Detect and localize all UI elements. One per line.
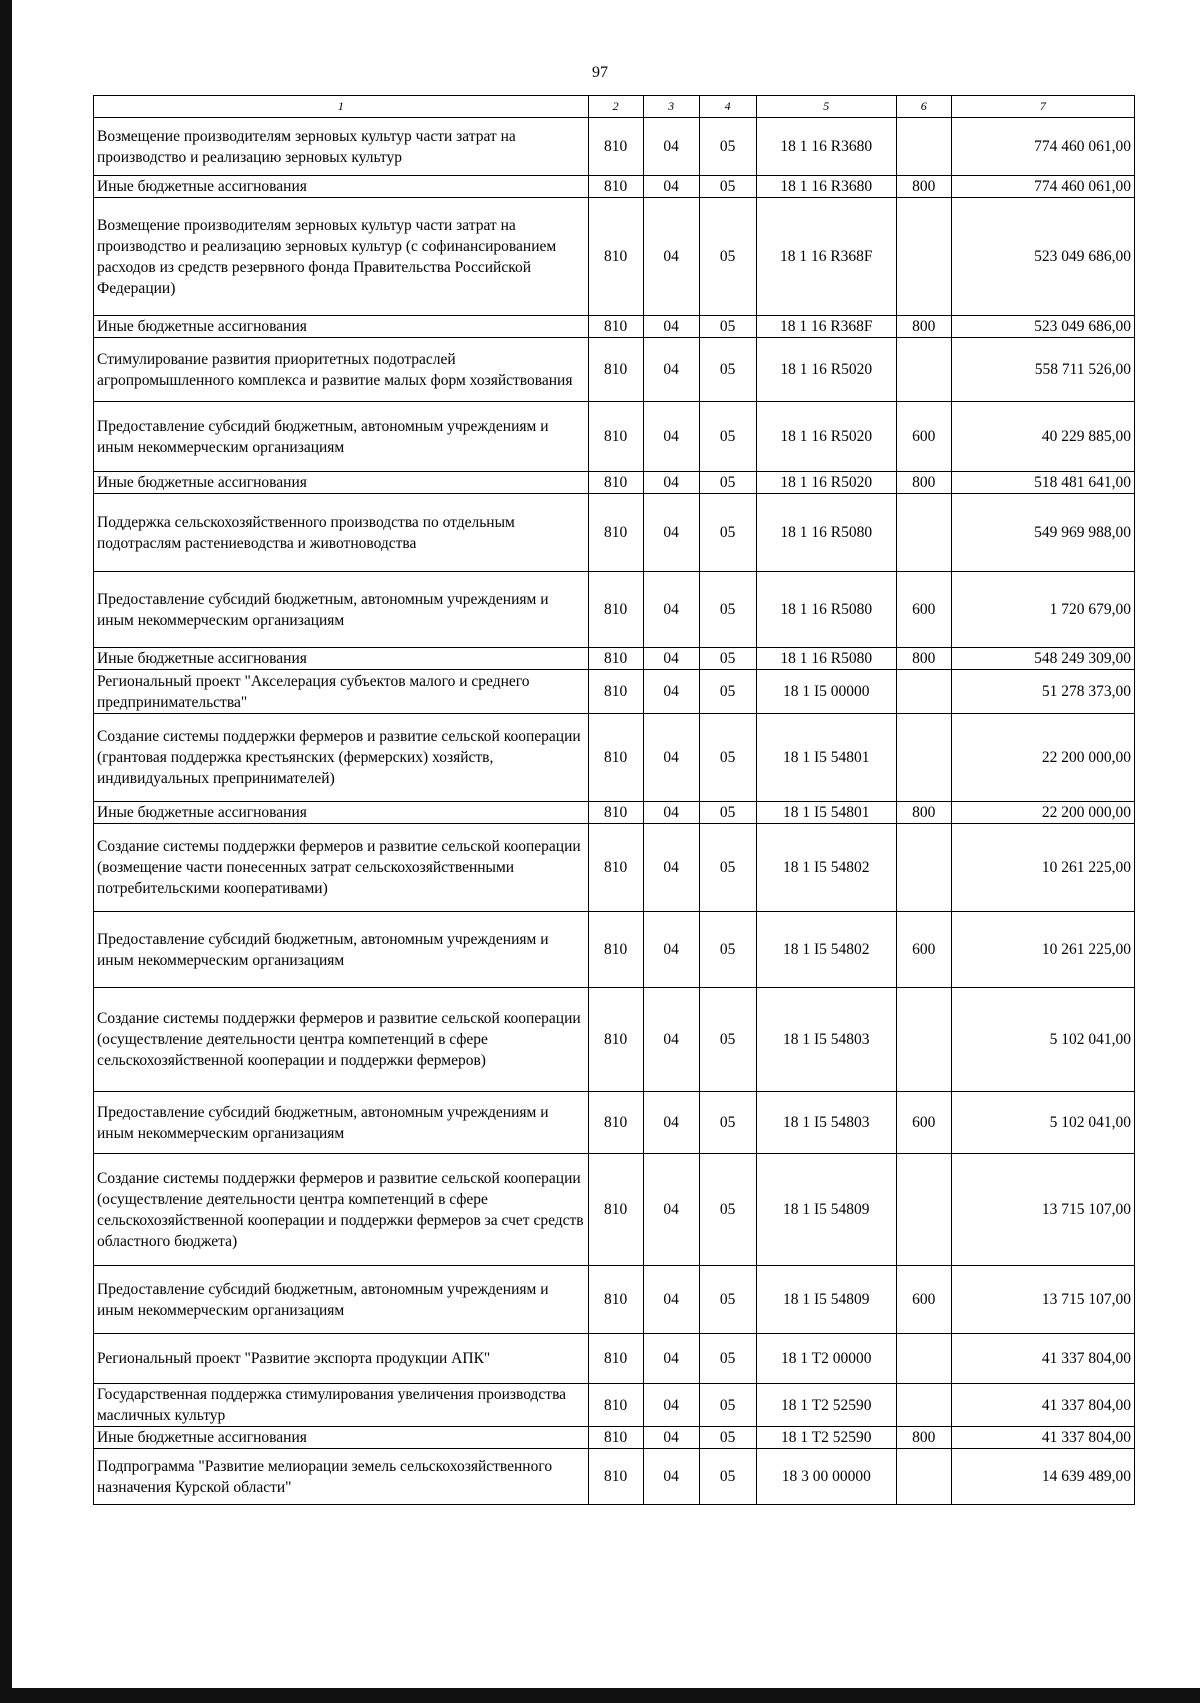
row-csr: 18 1 16 R368F	[756, 316, 896, 338]
row-rz: 04	[643, 648, 699, 670]
row-name: Иные бюджетные ассигнования	[94, 316, 589, 338]
row-vr	[896, 714, 951, 802]
row-name: Стимулирование развития приоритетных подотраслей агропромышленного комплекса и развитие малых форм хозяйствования	[94, 338, 589, 402]
row-csr: 18 1 I5 54809	[756, 1266, 896, 1334]
table-header-row	[94, 96, 1135, 118]
row-sum: 774 460 061,00	[951, 118, 1134, 176]
row-sum: 51 278 373,00	[951, 670, 1134, 714]
row-rz: 04	[643, 1334, 699, 1384]
row-name: Предоставление субсидий бюджетным, автономным учреждениям и иным некоммерческим организациям	[94, 572, 589, 648]
row-rz: 04	[643, 670, 699, 714]
row-name: Возмещение производителям зерновых культур части затрат на производство и реализацию зерновых культур	[94, 118, 589, 176]
row-csr: 18 1 I5 54803	[756, 988, 896, 1092]
table-row	[94, 714, 1135, 802]
row-sum: 549 969 988,00	[951, 494, 1134, 572]
row-name: Иные бюджетные ассигнования	[94, 802, 589, 824]
row-sum: 13 715 107,00	[951, 1154, 1134, 1266]
header-col-2: 2	[588, 96, 643, 118]
row-csr: 18 1 I5 54801	[756, 802, 896, 824]
table-row	[94, 316, 1135, 338]
row-sum: 523 049 686,00	[951, 198, 1134, 316]
table-row	[94, 1266, 1135, 1334]
row-sum: 1 720 679,00	[951, 572, 1134, 648]
row-csr: 18 1 16 R3680	[756, 176, 896, 198]
header-col-3: 3	[643, 96, 699, 118]
budget-table	[93, 95, 1135, 1505]
table-row	[94, 802, 1135, 824]
row-pr: 05	[699, 1092, 756, 1154]
row-pr: 05	[699, 670, 756, 714]
row-sum: 774 460 061,00	[951, 176, 1134, 198]
row-pr: 05	[699, 472, 756, 494]
row-grbs: 810	[588, 802, 643, 824]
row-pr: 05	[699, 338, 756, 402]
row-csr: 18 1 16 R5080	[756, 494, 896, 572]
row-sum: 13 715 107,00	[951, 1266, 1134, 1334]
row-name: Государственная поддержка стимулирования увеличения производства масличных культур	[94, 1384, 589, 1427]
row-vr: 800	[896, 176, 951, 198]
table-row	[94, 1154, 1135, 1266]
row-grbs: 810	[588, 714, 643, 802]
row-sum: 22 200 000,00	[951, 802, 1134, 824]
row-rz: 04	[643, 1266, 699, 1334]
row-csr: 18 1 16 R5020	[756, 472, 896, 494]
row-pr: 05	[699, 648, 756, 670]
row-rz: 04	[643, 316, 699, 338]
row-name: Создание системы поддержки фермеров и развитие сельской кооперации (возмещение части понесенных затрат сельскохозяйственными потребительскими кооперативами)	[94, 824, 589, 912]
row-grbs: 810	[588, 572, 643, 648]
row-rz: 04	[643, 912, 699, 988]
row-vr: 800	[896, 802, 951, 824]
row-vr	[896, 118, 951, 176]
table-row	[94, 824, 1135, 912]
table-row	[94, 118, 1135, 176]
table-row	[94, 1449, 1135, 1505]
row-name: Иные бюджетные ассигнования	[94, 648, 589, 670]
header-col-4: 4	[699, 96, 756, 118]
row-csr: 18 1 T2 52590	[756, 1427, 896, 1449]
row-pr: 05	[699, 316, 756, 338]
row-sum: 518 481 641,00	[951, 472, 1134, 494]
row-sum: 41 337 804,00	[951, 1427, 1134, 1449]
row-vr: 600	[896, 572, 951, 648]
row-sum: 10 261 225,00	[951, 824, 1134, 912]
row-csr: 18 1 I5 54802	[756, 824, 896, 912]
row-csr: 18 1 16 R5020	[756, 338, 896, 402]
row-csr: 18 1 16 R368F	[756, 198, 896, 316]
table-row	[94, 198, 1135, 316]
header-col-7: 7	[951, 96, 1134, 118]
row-csr: 18 1 I5 54802	[756, 912, 896, 988]
row-grbs: 810	[588, 472, 643, 494]
row-rz: 04	[643, 988, 699, 1092]
row-rz: 04	[643, 176, 699, 198]
table-row	[94, 1092, 1135, 1154]
row-rz: 04	[643, 472, 699, 494]
header-col-6: 6	[896, 96, 951, 118]
row-vr	[896, 988, 951, 1092]
row-grbs: 810	[588, 648, 643, 670]
table-row	[94, 648, 1135, 670]
row-vr: 600	[896, 1092, 951, 1154]
row-name: Предоставление субсидий бюджетным, автономным учреждениям и иным некоммерческим организациям	[94, 1092, 589, 1154]
row-vr	[896, 1449, 951, 1505]
row-rz: 04	[643, 1427, 699, 1449]
row-grbs: 810	[588, 402, 643, 472]
row-grbs: 810	[588, 824, 643, 912]
row-csr: 18 3 00 00000	[756, 1449, 896, 1505]
scan-edge-left	[0, 0, 12, 1703]
row-pr: 05	[699, 572, 756, 648]
row-name: Иные бюджетные ассигнования	[94, 176, 589, 198]
row-vr	[896, 824, 951, 912]
row-pr: 05	[699, 714, 756, 802]
row-grbs: 810	[588, 338, 643, 402]
row-sum: 523 049 686,00	[951, 316, 1134, 338]
row-pr: 05	[699, 1449, 756, 1505]
scan-edge-bottom	[0, 1688, 1200, 1703]
row-sum: 548 249 309,00	[951, 648, 1134, 670]
row-vr	[896, 494, 951, 572]
row-grbs: 810	[588, 494, 643, 572]
row-sum: 10 261 225,00	[951, 912, 1134, 988]
row-grbs: 810	[588, 176, 643, 198]
row-pr: 05	[699, 912, 756, 988]
row-vr: 600	[896, 402, 951, 472]
row-vr	[896, 338, 951, 402]
row-pr: 05	[699, 198, 756, 316]
row-vr: 600	[896, 1266, 951, 1334]
table-row	[94, 912, 1135, 988]
row-rz: 04	[643, 1092, 699, 1154]
row-sum: 5 102 041,00	[951, 1092, 1134, 1154]
row-grbs: 810	[588, 316, 643, 338]
row-csr: 18 1 T2 00000	[756, 1334, 896, 1384]
row-pr: 05	[699, 176, 756, 198]
table-row	[94, 402, 1135, 472]
row-pr: 05	[699, 988, 756, 1092]
row-pr: 05	[699, 118, 756, 176]
row-csr: 18 1 T2 52590	[756, 1384, 896, 1427]
row-pr: 05	[699, 1154, 756, 1266]
row-name: Региональный проект "Развитие экспорта продукции АПК"	[94, 1334, 589, 1384]
row-grbs: 810	[588, 1449, 643, 1505]
row-name: Иные бюджетные ассигнования	[94, 1427, 589, 1449]
row-grbs: 810	[588, 198, 643, 316]
row-pr: 05	[699, 1384, 756, 1427]
row-csr: 18 1 I5 54801	[756, 714, 896, 802]
row-rz: 04	[643, 118, 699, 176]
row-pr: 05	[699, 1266, 756, 1334]
table-body	[94, 118, 1135, 1505]
row-vr	[896, 1154, 951, 1266]
row-sum: 40 229 885,00	[951, 402, 1134, 472]
row-grbs: 810	[588, 1384, 643, 1427]
table-row	[94, 338, 1135, 402]
row-name: Предоставление субсидий бюджетным, автономным учреждениям и иным некоммерческим организациям	[94, 912, 589, 988]
row-grbs: 810	[588, 988, 643, 1092]
row-rz: 04	[643, 494, 699, 572]
row-pr: 05	[699, 802, 756, 824]
row-grbs: 810	[588, 118, 643, 176]
table-row	[94, 670, 1135, 714]
row-rz: 04	[643, 824, 699, 912]
table-row	[94, 572, 1135, 648]
header-col-5: 5	[756, 96, 896, 118]
table-row	[94, 1427, 1135, 1449]
row-pr: 05	[699, 1427, 756, 1449]
row-name: Иные бюджетные ассигнования	[94, 472, 589, 494]
row-grbs: 810	[588, 912, 643, 988]
row-name: Поддержка сельскохозяйственного производства по отдельным подотраслям растениеводства и животноводства	[94, 494, 589, 572]
row-vr	[896, 670, 951, 714]
row-pr: 05	[699, 494, 756, 572]
row-vr: 800	[896, 472, 951, 494]
row-pr: 05	[699, 1334, 756, 1384]
row-csr: 18 1 16 R3680	[756, 118, 896, 176]
row-grbs: 810	[588, 1427, 643, 1449]
row-vr	[896, 1334, 951, 1384]
table-row	[94, 494, 1135, 572]
table-row	[94, 176, 1135, 198]
row-sum: 5 102 041,00	[951, 988, 1134, 1092]
row-grbs: 810	[588, 1154, 643, 1266]
row-sum: 558 711 526,00	[951, 338, 1134, 402]
row-rz: 04	[643, 1449, 699, 1505]
row-rz: 04	[643, 1154, 699, 1266]
table-row	[94, 988, 1135, 1092]
row-name: Создание системы поддержки фермеров и развитие сельской кооперации (осуществление деятельности центра компетенций в сфере сельскохозяйственной кооперации и поддержки фермеров за счет средств областного бюджета)	[94, 1154, 589, 1266]
row-pr: 05	[699, 824, 756, 912]
row-rz: 04	[643, 802, 699, 824]
table-row	[94, 472, 1135, 494]
row-name: Возмещение производителям зерновых культур части затрат на производство и реализацию зерновых культур (с софинансированием расходов из средств резервного фонда Правительства Российской Федерации)	[94, 198, 589, 316]
header-col-1: 1	[94, 96, 589, 118]
row-vr	[896, 1384, 951, 1427]
row-vr: 800	[896, 1427, 951, 1449]
page-number: 97	[592, 64, 608, 81]
row-vr	[896, 198, 951, 316]
row-csr: 18 1 16 R5080	[756, 648, 896, 670]
row-grbs: 810	[588, 1334, 643, 1384]
row-rz: 04	[643, 1384, 699, 1427]
row-vr: 600	[896, 912, 951, 988]
row-csr: 18 1 I5 54803	[756, 1092, 896, 1154]
row-grbs: 810	[588, 1266, 643, 1334]
row-csr: 18 1 16 R5020	[756, 402, 896, 472]
row-vr: 800	[896, 648, 951, 670]
row-rz: 04	[643, 198, 699, 316]
row-rz: 04	[643, 402, 699, 472]
row-name: Предоставление субсидий бюджетным, автономным учреждениям и иным некоммерческим организациям	[94, 1266, 589, 1334]
row-name: Создание системы поддержки фермеров и развитие сельской кооперации (грантовая поддержка крестьянских (фермерских) хозяйств, индивидуальных препринимателей)	[94, 714, 589, 802]
table-row	[94, 1384, 1135, 1427]
row-sum: 41 337 804,00	[951, 1334, 1134, 1384]
row-rz: 04	[643, 714, 699, 802]
row-pr: 05	[699, 402, 756, 472]
row-grbs: 810	[588, 1092, 643, 1154]
row-sum: 14 639 489,00	[951, 1449, 1134, 1505]
row-name: Предоставление субсидий бюджетным, автономным учреждениям и иным некоммерческим организациям	[94, 402, 589, 472]
row-rz: 04	[643, 572, 699, 648]
row-csr: 18 1 I5 54809	[756, 1154, 896, 1266]
row-rz: 04	[643, 338, 699, 402]
row-csr: 18 1 16 R5080	[756, 572, 896, 648]
row-name: Создание системы поддержки фермеров и развитие сельской кооперации (осуществление деятельности центра компетенций в сфере сельскохозяйственной кооперации и поддержки фермеров)	[94, 988, 589, 1092]
row-sum: 22 200 000,00	[951, 714, 1134, 802]
row-sum: 41 337 804,00	[951, 1384, 1134, 1427]
row-grbs: 810	[588, 670, 643, 714]
row-name: Подпрограмма "Развитие мелиорации земель сельскохозяйственного назначения Курской области"	[94, 1449, 589, 1505]
table-row	[94, 1334, 1135, 1384]
row-csr: 18 1 I5 00000	[756, 670, 896, 714]
row-name: Региональный проект "Акселерация субъектов малого и среднего предпринимательства"	[94, 670, 589, 714]
row-vr: 800	[896, 316, 951, 338]
